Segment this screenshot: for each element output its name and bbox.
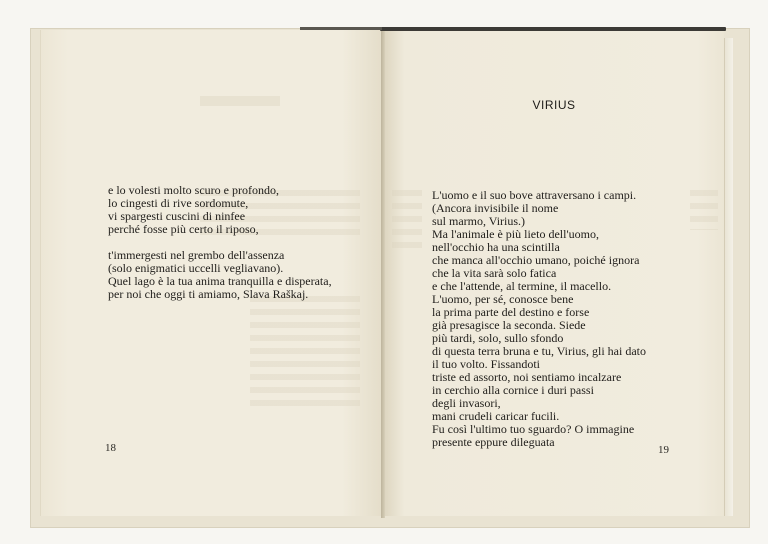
right-poem-text: [432, 189, 646, 449]
poem-line: (solo enigmatici uccelli vegliavano).: [108, 261, 284, 275]
poem-line: e che l'attende, al termine, il macello.: [432, 279, 612, 293]
poem-line: che la vita sarà solo fatica: [432, 266, 557, 280]
show-through-text-right: [392, 190, 422, 250]
poem-line: già presagisce la seconda. Siede: [432, 318, 586, 332]
poem-line: lo cingesti di rive sordomute,: [108, 196, 249, 210]
poem-line: mani crudeli caricar fucili.: [432, 409, 560, 423]
book-spine-top-edge-left: [300, 27, 382, 30]
poem-line: per noi che oggi ti amiamo, Slava Raškaj.: [108, 287, 309, 301]
poem-line: e lo volesti molto scuro e profondo,: [108, 183, 279, 197]
poem-line: t'immergesti nel grembo dell'assenza: [108, 248, 285, 262]
book-spine-top-edge: [380, 27, 726, 31]
poem-line: più tardi, solo, sullo sfondo: [432, 331, 564, 345]
left-poem-text: [108, 184, 332, 301]
poem-line: vi spargesti cuscini di ninfee: [108, 209, 246, 223]
poem-line: L'uomo, per sé, conosce bene: [432, 292, 574, 306]
poem-line: Ma l'animale è più lieto dell'uomo,: [432, 227, 599, 241]
show-through-text-lower: [250, 296, 360, 406]
poem-line: presente eppure dileguata: [432, 435, 555, 449]
poem-line: degli invasori,: [432, 396, 501, 410]
poem-line: perché fosse più certo il riposo,: [108, 222, 259, 236]
poem-line: di questa terra bruna e tu, Virius, gli hai dato: [432, 344, 647, 358]
page-number-right: 19: [658, 444, 669, 456]
poem-line: la prima parte del destino e forse: [432, 305, 590, 319]
poem-line: sul marmo, Virius.): [432, 214, 526, 228]
poem-line: L'uomo e il suo bove attraversano i campi.: [432, 188, 637, 202]
page-stack-edge: [724, 38, 733, 516]
poem-line: triste ed assorto, noi sentiamo incalzare: [432, 370, 622, 384]
poem-title: VIRIUS: [532, 98, 576, 112]
poem-line: Fu così l'ultimo tuo sguardo? O immagine: [432, 422, 635, 436]
show-through-text-right-edge: [690, 190, 718, 230]
poem-line: nell'occhio ha una scintilla: [432, 240, 560, 254]
poem-line: (Ancora invisibile il nome: [432, 201, 559, 215]
page-number-left: 18: [105, 442, 116, 454]
show-through-title: [200, 96, 280, 106]
poem-line: Quel lago è la tua anima tranquilla e disperata,: [108, 274, 332, 288]
poem-line: il tuo volto. Fissandoti: [432, 357, 541, 371]
poem-line: che manca all'occhio umano, poiché ignora: [432, 253, 640, 267]
poem-line: in cerchio alla cornice i duri passi: [432, 383, 594, 397]
